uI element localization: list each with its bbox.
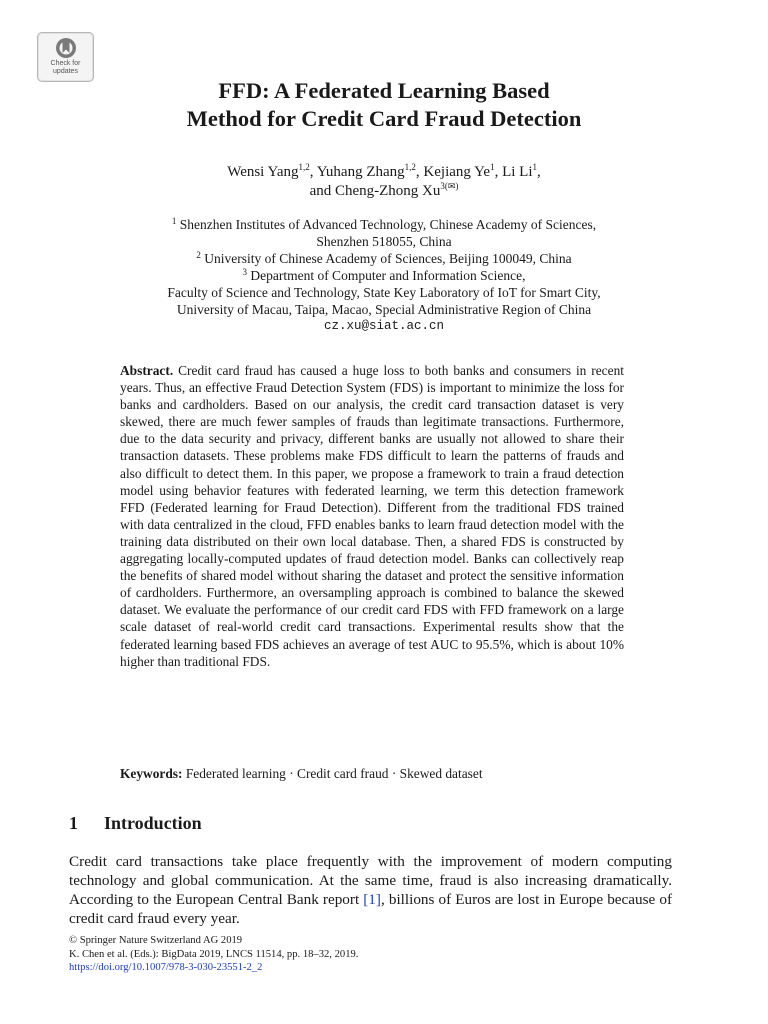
author-name: Li Li [502,164,533,180]
corresponding-author-mark: 3(✉) [440,181,459,191]
corresponding-email[interactable]: cz.xu@siat.ac.cn [323,319,445,333]
keywords [120,765,640,782]
section-heading [69,812,709,834]
keywords-label: Keywords: [120,766,183,781]
corresponding-author-name: Cheng-Zhong Xu [334,183,441,199]
paper-title [0,77,768,133]
section-title: Introduction [104,813,202,833]
footer [69,934,709,975]
affiliation-3-university: University of Macau, Taipa, Macao, Special Administrative Region of China [176,302,592,317]
check-for-updates-badge[interactable] [37,32,94,82]
author-name: Kejiang Ye [423,164,491,180]
author-affiliation-mark: 1 [490,162,495,172]
citation-link[interactable]: [1] [363,891,381,908]
abstract-label: Abstract. [120,363,174,378]
affiliations [0,216,768,335]
affiliation-3: $^3$ Department of Computer and Information Science, [242,267,526,283]
bookmark-icon [55,37,77,59]
badge-label: Check for updates [50,60,81,75]
author-name: Wensi Yang [227,164,299,180]
author-affiliation-mark: 1 [532,162,537,172]
affiliation-1: $^1$ Shenzhen Institutes of Advanced Technology, Chinese Academy of Sciences, [171,216,597,232]
doi-link[interactable]: https://doi.org/10.1007/978-3-030-23551-2_2 [69,962,263,973]
abstract [120,362,624,670]
author-list: Wensi Yang$^{1,2}$, Yuhang Zhang$^{1,2}$, Kejiang Ye$^1$, Li Li$^1$, and Cheng-Zhong $Xu^{3(✉)}$ [227,162,541,199]
affiliation-1-city: Shenzhen 518055, China [316,234,452,249]
intro-paragraph: Credit card transactions take place frequently with the improvement of modern computing technology and global communication. At the same time, fraud is also increasing dramatically. According to the European Central Bank report [1], billions of Euros are lost in Europe because of credit card fraud every year. [69,853,672,927]
section-number: 1 [69,813,78,833]
copyright-line: © Springer Nature Switzerland AG 2019 [69,935,243,946]
abstract-text: Credit card fraud has caused a huge loss to both banks and consumers in recent years. Thus, an effective Fraud Detection System (FDS) is important to minimize the loss for banks and cardholders. Based on our analysis, the credit card transaction dataset is very skewed, there are much fewer samples of frauds than legitimate transactions. Furthermore, due to the data security and privacy, different banks are usually not allowed to share their transaction datasets. These problems make FDS difficult to learn the patterns of frauds and also difficult to detect them. In this paper, we propose a framework to train a fraud detection model using behavior features with federated learning, we term this detection framework FFD (Federated learning for Fraud Detection). Different from the traditional FDS trained with data centralized in the cloud, FFD enables banks to learn fraud detection model with the training data distributed on their own local database. Then, a shared FDS is constructed by aggregating locally-computed updates of fraud detection model. Banks can collectively reap the benefits of shared model without sharing the dataset and protect the sensitive information of cardholders. Furthermore, an oversampling approach is combined to balance the skewed dataset. We evaluate the performance of our credit card FDS with FFD framework on a large scale dataset of real-world credit card transactions. Experimental results show that the federated learning based FDS achieves an average of test AUC to 95.5%, which is about 10% higher than traditional FDS. [120,363,624,669]
affiliation-3-faculty: Faculty of Science and Technology, State Key Laboratory of IoT for Smart City, [167,285,601,300]
title-line-2: Method for Credit Card Fraud Detection [186,106,582,131]
keywords-text: Federated learning · Credit card fraud · Skewed dataset [185,766,483,781]
book-citation-line: K. Chen et al. (Eds.): BigData 2019, LNCS 11514, pp. 18–32, 2019. [69,948,359,960]
author-name: Yuhang Zhang [316,164,405,180]
title-line-1: FFD: A Federated Learning Based [218,78,550,103]
author-affiliation-mark: 1,2 [404,162,416,172]
affiliation-2: $^2$ University of Chinese Academy of Sciences, Beijing 100049, China [196,250,572,266]
author-affiliation-mark: 1,2 [298,162,310,172]
